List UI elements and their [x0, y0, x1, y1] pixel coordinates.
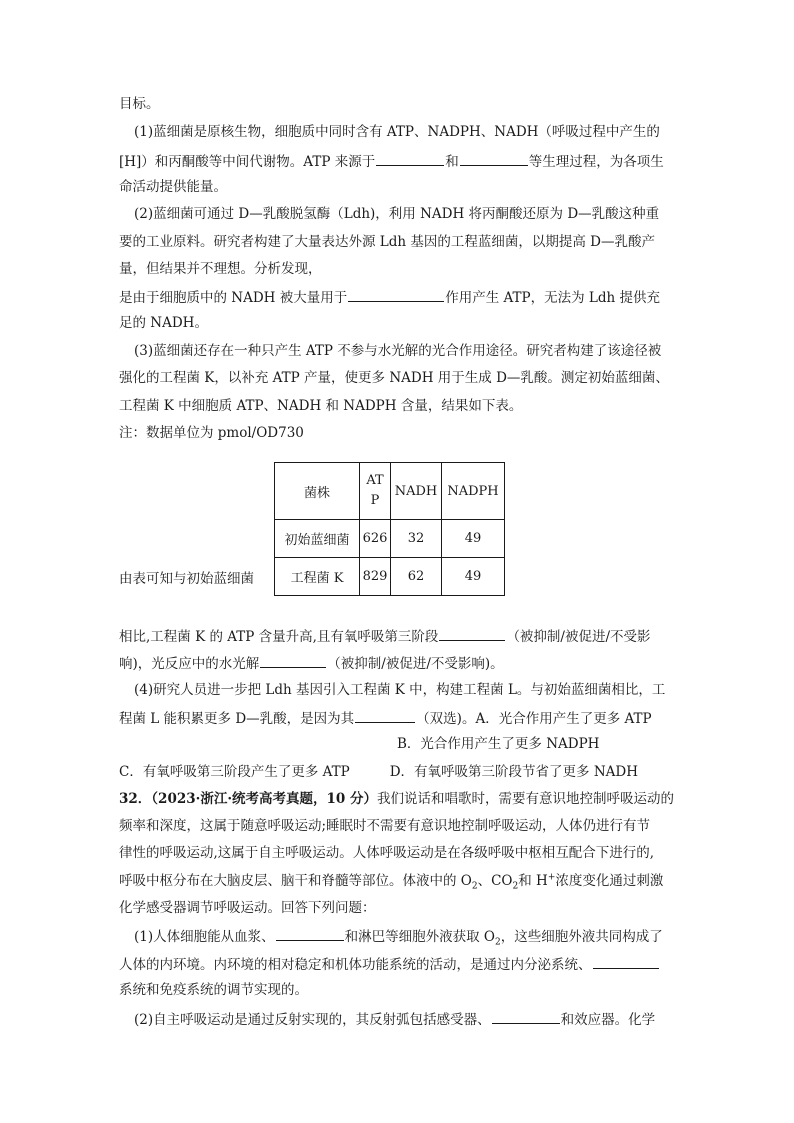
table-header-cell: AT P	[360, 463, 391, 520]
text-line: 由表可知与初始蓝细菌	[119, 571, 254, 587]
answer-blank[interactable]	[460, 151, 528, 166]
table-cell: 工程菌 K	[275, 558, 360, 596]
table-cell: 62	[391, 558, 442, 596]
table-cell: 32	[391, 520, 442, 558]
text-line: 强化的工程菌 K，以补充 ATP 产量，使更多 NADH 用于生成 D—乳酸。测定初始蓝细菌、	[119, 370, 669, 386]
table-cell: 初始蓝细菌	[275, 520, 360, 558]
text-line: 呼吸中枢分布在大脑皮层、脑干和脊髓等部位。体液中的 $O_2$、$CO_2$和 H+浓度变化通过刺激	[119, 872, 664, 892]
answer-blank[interactable]	[492, 1009, 560, 1024]
answer-blank[interactable]	[376, 151, 444, 166]
text-line: 频率和深度，这属于随意呼吸运动;睡眠时不需要有意识地控制呼吸运动，人体仍进行有节	[119, 818, 651, 834]
answer-blank[interactable]	[276, 926, 344, 941]
text-line: 目标。	[119, 96, 160, 112]
text-line: 律性的呼吸运动,这属于自主呼吸运动。人体呼吸运动是在各级呼吸中枢相互配合下进行的,	[119, 845, 655, 861]
answer-blank[interactable]	[348, 287, 444, 302]
table-row	[275, 520, 505, 558]
question-header: 32．（2023·浙江·统考高考真题，10 分）我们说话和唱歌时，需要有意识地控制呼吸运动的	[119, 791, 675, 807]
text-line: 工程菌 K 中细胞质 ATP、NADH 和 NADPH 含量，结果如下表。	[119, 398, 523, 414]
text-line: (2)自主呼吸运动是通过反射实现的，其反射弧包括感受器、 和效应器。化学	[134, 1009, 694, 1029]
answer-blank[interactable]	[355, 708, 415, 723]
text-line: 响)，光反应中的水光解 （被抑制/被促进/不受影响)。	[119, 653, 679, 673]
text-line: [H]）和丙酮酸等中间代谢物。ATP 来源于 和 等生理过程，为各项生	[119, 151, 679, 171]
text-line: 相比,工程菌 K 的 ATP 含量升高,且有氧呼吸第三阶段 （被抑制/被促进/不受影	[119, 626, 679, 646]
text-line: (4)研究人员进一步把 Ldh 基因引入工程菌 K 中，构建工程菌 L。与初始蓝细菌相比，工	[134, 682, 666, 698]
answer-blank[interactable]	[439, 626, 505, 641]
text-line: 程菌 L 能积累更多 D—乳酸，是因为其 （双选)。A．光合作用产生了更多 ATP	[119, 708, 679, 728]
text-line: (3)蓝细菌还存在一种只产生 ATP 不参与水光解的光合作用途径。研究者构建了该途径被	[134, 343, 662, 359]
table-header-cell: NADH	[391, 463, 442, 520]
table-row	[275, 463, 505, 520]
data-table	[274, 462, 505, 596]
table-cell: 49	[442, 520, 505, 558]
table-cell: 626	[360, 520, 391, 558]
table-header-cell: 菌株	[275, 463, 360, 520]
question-number: 32．	[119, 791, 152, 807]
text-line: 命活动提供能量。	[119, 179, 227, 195]
question-source: （2023·浙江·统考高考真题，10 分）	[151, 791, 378, 807]
text-line: (1)蓝细菌是原核生物，细胞质中同时含有 ATP、NADPH、NADH（呼吸过程中产生的	[134, 124, 660, 140]
text-line: 量，但结果并不理想。分析发现，	[119, 261, 322, 277]
text-line: B．光合作用产生了更多 NADPH	[397, 736, 600, 752]
table-header-cell: NADPH	[442, 463, 505, 520]
text-line: 要的工业原料。研究者构建了大量表达外源 Ldh 基因的工程蓝细菌，以期提高 D—乳酸产	[119, 234, 655, 250]
text-line: (2)蓝细菌可通过 D—乳酸脱氢酶（Ldh)，利用 NADH 将丙酮酸还原为 D—乳酸这种重	[134, 206, 660, 222]
text-line: 注：数据单位为 pmol/OD730	[119, 425, 304, 441]
text-line: (1)人体细胞能从血浆、 和淋巴等细胞外液获取 $O_2$，这些细胞外液共同构成了	[134, 926, 694, 946]
table-cell: 829	[360, 558, 391, 596]
text-line: 是由于细胞质中的 NADH 被大量用于 作用产生 ATP，无法为 Ldh 提供充	[119, 287, 679, 307]
text-line: C．有氧呼吸第三阶段产生了更多 ATP D．有氧呼吸第三阶段节省了更多 NADH	[119, 764, 639, 780]
answer-blank[interactable]	[593, 954, 659, 969]
table-row	[275, 558, 505, 596]
table-cell: 49	[442, 558, 505, 596]
text-line: 系统和免疫系统的调节实现的。	[119, 982, 308, 998]
answer-blank[interactable]	[260, 653, 326, 668]
text-line: 化学感受器调节呼吸运动。回答下列问题：	[119, 900, 376, 916]
text-line: 足的 NADH。	[119, 315, 208, 331]
text-line: 人体的内环境。内环境的相对稳定和机体功能系统的活动，是通过内分泌系统、	[119, 954, 679, 974]
